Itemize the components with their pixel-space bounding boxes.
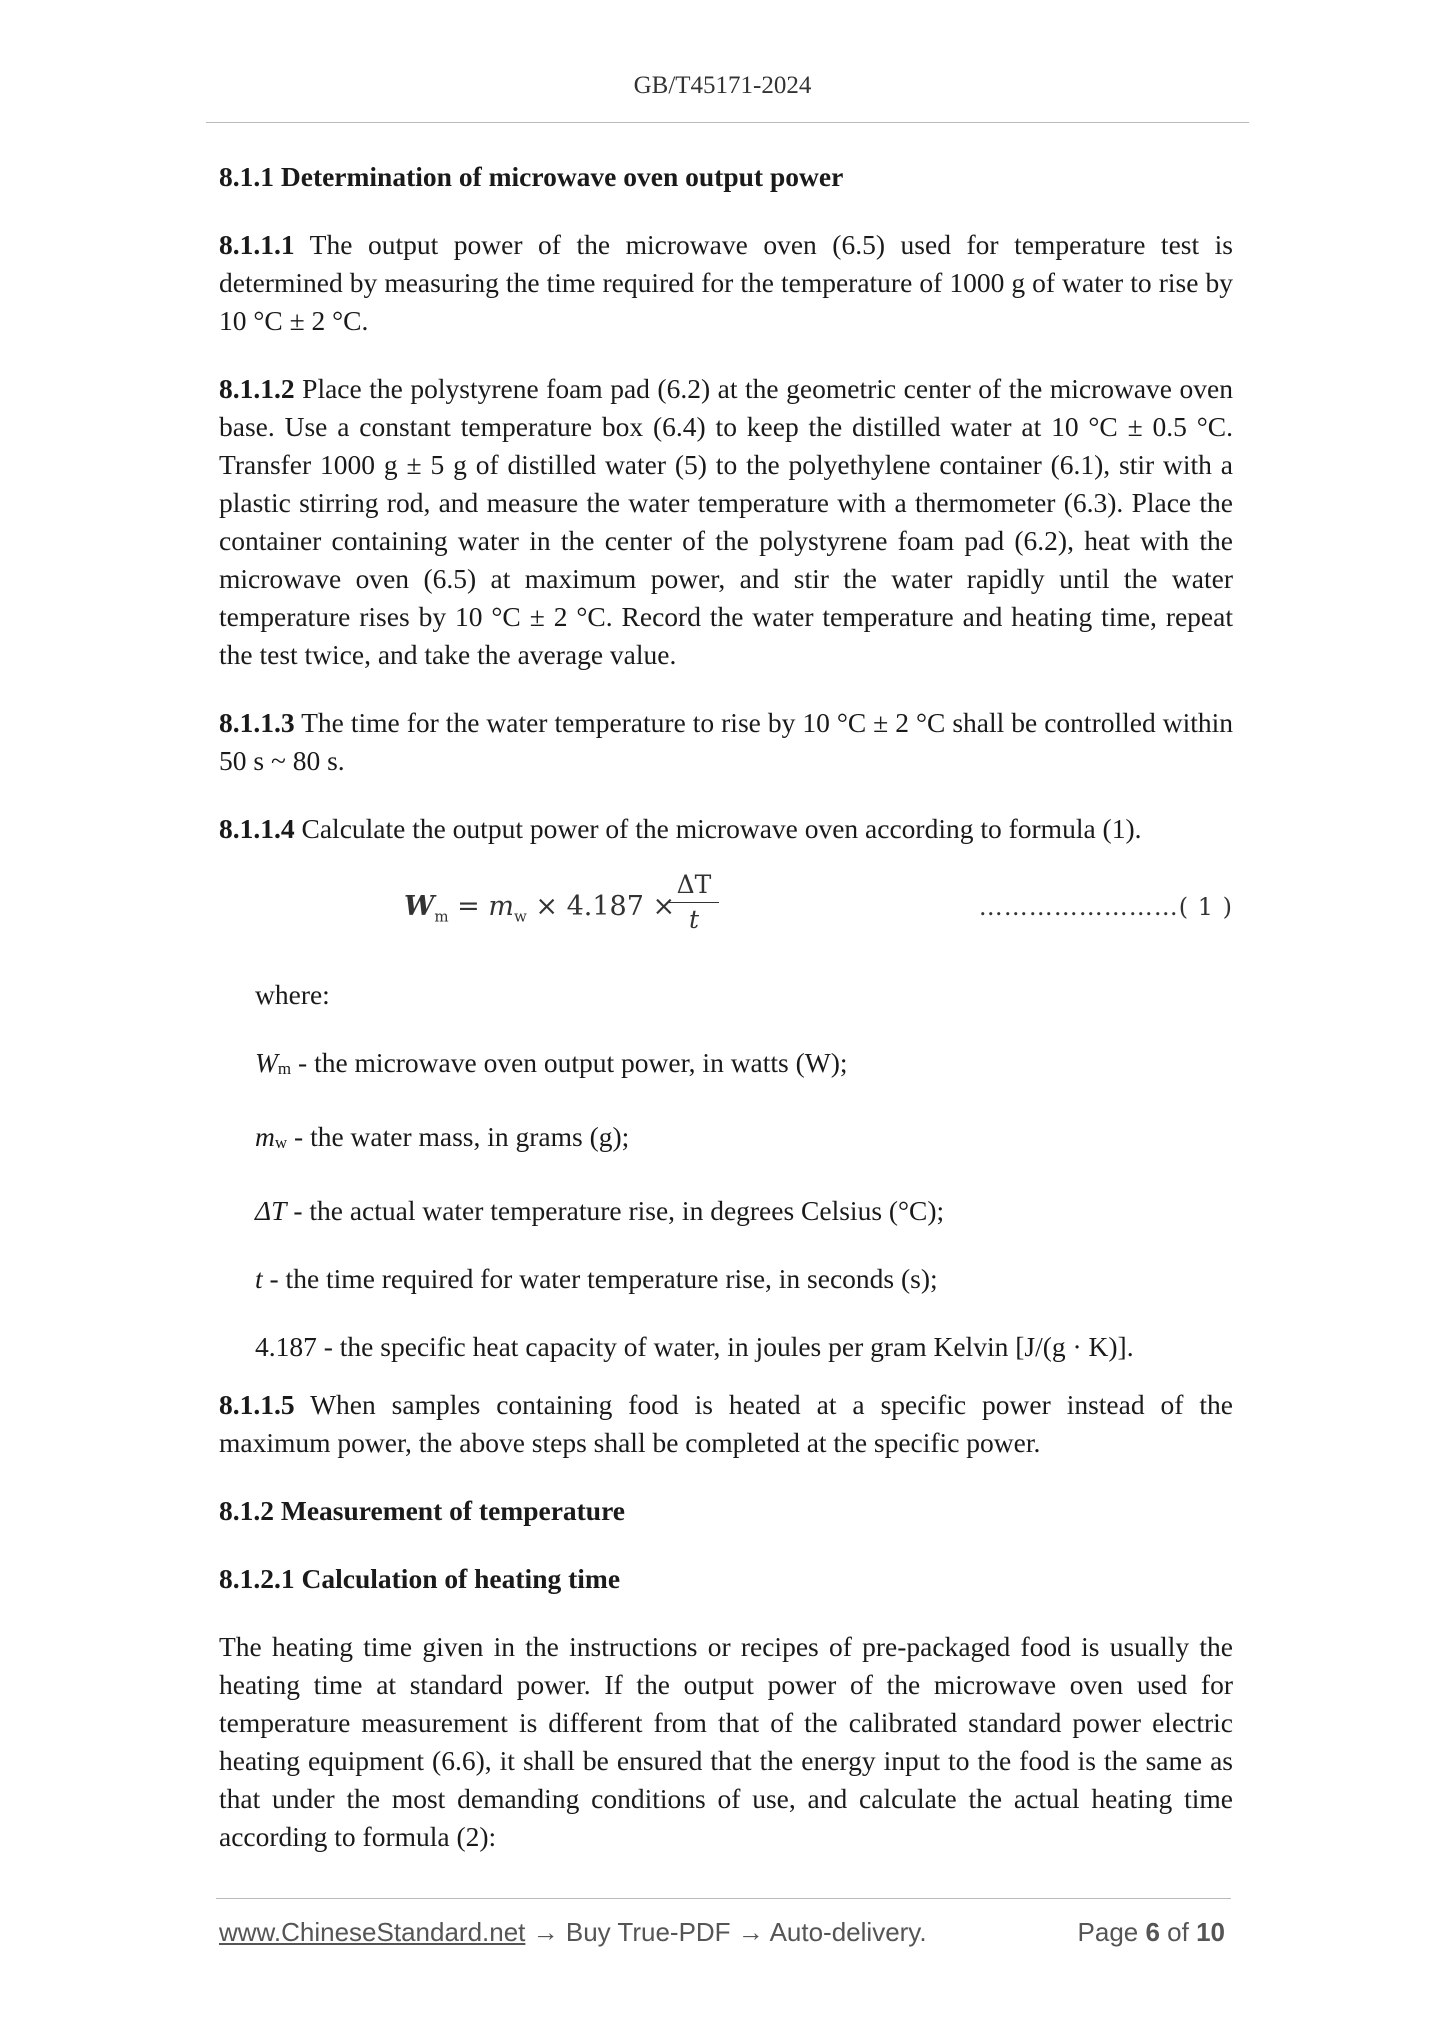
page-of-label: of	[1159, 1917, 1197, 1947]
page-total: 10	[1196, 1917, 1225, 1947]
paragraph-8-1-1-1	[219, 226, 1233, 340]
page-indicator	[1078, 1917, 1225, 1948]
formula-lhs-sub: m	[434, 907, 449, 926]
definition-text: - the microwave oven output power, in watts (W);	[291, 1047, 848, 1078]
definition-item	[255, 1260, 1233, 1298]
formula-expression	[404, 888, 675, 935]
definition-symbol: ΔT	[255, 1195, 287, 1226]
clause-number: 8.1.1.2	[219, 373, 295, 404]
clause-text: When samples containing food is heated at a specific power instead of the maximum power, the above steps shall be completed at the specific power.	[219, 1389, 1233, 1458]
paragraph-8-1-1-5	[219, 1386, 1233, 1462]
clause-text: Calculate the output power of the microwave oven according to formula (1).	[294, 813, 1142, 844]
definition-subscript: m	[277, 1059, 292, 1078]
definition-symbol: W	[255, 1047, 278, 1078]
where-label: where:	[255, 979, 330, 1010]
definition-symbol: m	[255, 1121, 275, 1152]
definition-item	[255, 1118, 1233, 1162]
document-number: GB/T45171-2024	[633, 72, 812, 99]
definition-text: - the actual water temperature rise, in degrees Celsius (°C);	[286, 1195, 945, 1226]
page-footer	[219, 1917, 1233, 1948]
formula-denominator: t	[688, 905, 700, 934]
section-heading-8-1-2-1: 8.1.2.1 Calculation of heating time	[219, 1563, 621, 1594]
definition-text: 4.187 - the specific heat capacity of water, in joules per gram Kelvin [J/(g · K)].	[255, 1331, 1134, 1362]
website-link[interactable]: www.ChineseStandard.net	[219, 1917, 526, 1947]
definition-text: - the time required for water temperature rise, in seconds (s);	[262, 1263, 938, 1294]
definition-item	[255, 1192, 1233, 1230]
clause-text: The time for the water temperature to rise by 10 °C ± 2 °C shall be controlled within 50 s ~ 80 s.	[219, 707, 1233, 776]
footer-divider	[216, 1898, 1231, 1899]
page-current: 6	[1145, 1917, 1160, 1947]
header-divider	[206, 122, 1249, 123]
section-heading-8-1-2: 8.1.2 Measurement of temperature	[219, 1495, 626, 1526]
footer-tagline: → Buy True-PDF → Auto-delivery.	[525, 1917, 927, 1947]
formula-mass-sub: w	[513, 907, 527, 926]
formula-fraction	[669, 868, 719, 937]
formula-constant: × 4.187 ×	[526, 891, 676, 922]
definition-item	[255, 1328, 1233, 1366]
clause-number: 8.1.1.3	[219, 707, 295, 738]
paragraph-8-1-1-3	[219, 704, 1233, 780]
clause-number: 8.1.1.1	[219, 229, 295, 260]
formula-lhs-var: W	[404, 891, 435, 922]
clause-number: 8.1.1.4	[219, 813, 295, 844]
clause-text: Place the polystyrene foam pad (6.2) at the geometric center of the microwave oven base. Use a constant temperature box (6.4) to keep the distilled water at 10 °C ± 0.5 °C. Transfer 1000 g ± 5 g of distilled water (5) to the polyethylene container (6.1), stir with a plastic stirring rod, and measure the water temperature with a thermometer (6.3). Place the container containing water in the center of the polystyrene foam pad (6.2), heat with the microwave oven (6.5) at maximum power, and stir the water rapidly until the water temperature rises by 10 °C ± 2 °C. Record the water temperature and heating time, repeat the test twice, and take the average value.	[219, 373, 1233, 670]
page-label: Page	[1077, 1917, 1146, 1947]
section-heading-8-1-1: 8.1.1 Determination of microwave oven output power	[219, 161, 844, 192]
formula-1	[219, 870, 1233, 948]
formula-number: ……………………( 1 )	[978, 893, 1233, 921]
definition-item	[255, 1044, 1233, 1088]
formula-equals: =	[448, 891, 489, 922]
paragraph-8-1-1-4	[219, 810, 1233, 848]
definition-symbol: t	[255, 1263, 263, 1294]
formula-mass-var: m	[488, 891, 514, 922]
definition-text: - the water mass, in grams (g);	[287, 1121, 630, 1152]
paragraph-8-1-1-2	[219, 370, 1233, 674]
document-body	[219, 158, 1233, 1886]
variable-definitions	[219, 976, 1233, 1366]
clause-text: The output power of the microwave oven (6.5) used for temperature test is determined by measuring the time required for the temperature of 1000 g of water to rise by 10 °C ± 2 °C.	[219, 229, 1233, 336]
clause-number: 8.1.1.5	[219, 1389, 295, 1420]
paragraph-8-1-2-1: The heating time given in the instructions or recipes of pre-packaged food is usually the heating time at standard power. If the output power of the microwave oven used for temperature measurement is different from that of the calibrated standard power electric heating equipment (6.6), it shall be ensured that the energy input to the food is the same as that under the most demanding conditions of use, and calculate the actual heating time according to formula (2):	[219, 1631, 1233, 1852]
formula-numerator: ΔT	[669, 868, 719, 903]
definition-subscript: w	[274, 1133, 288, 1152]
